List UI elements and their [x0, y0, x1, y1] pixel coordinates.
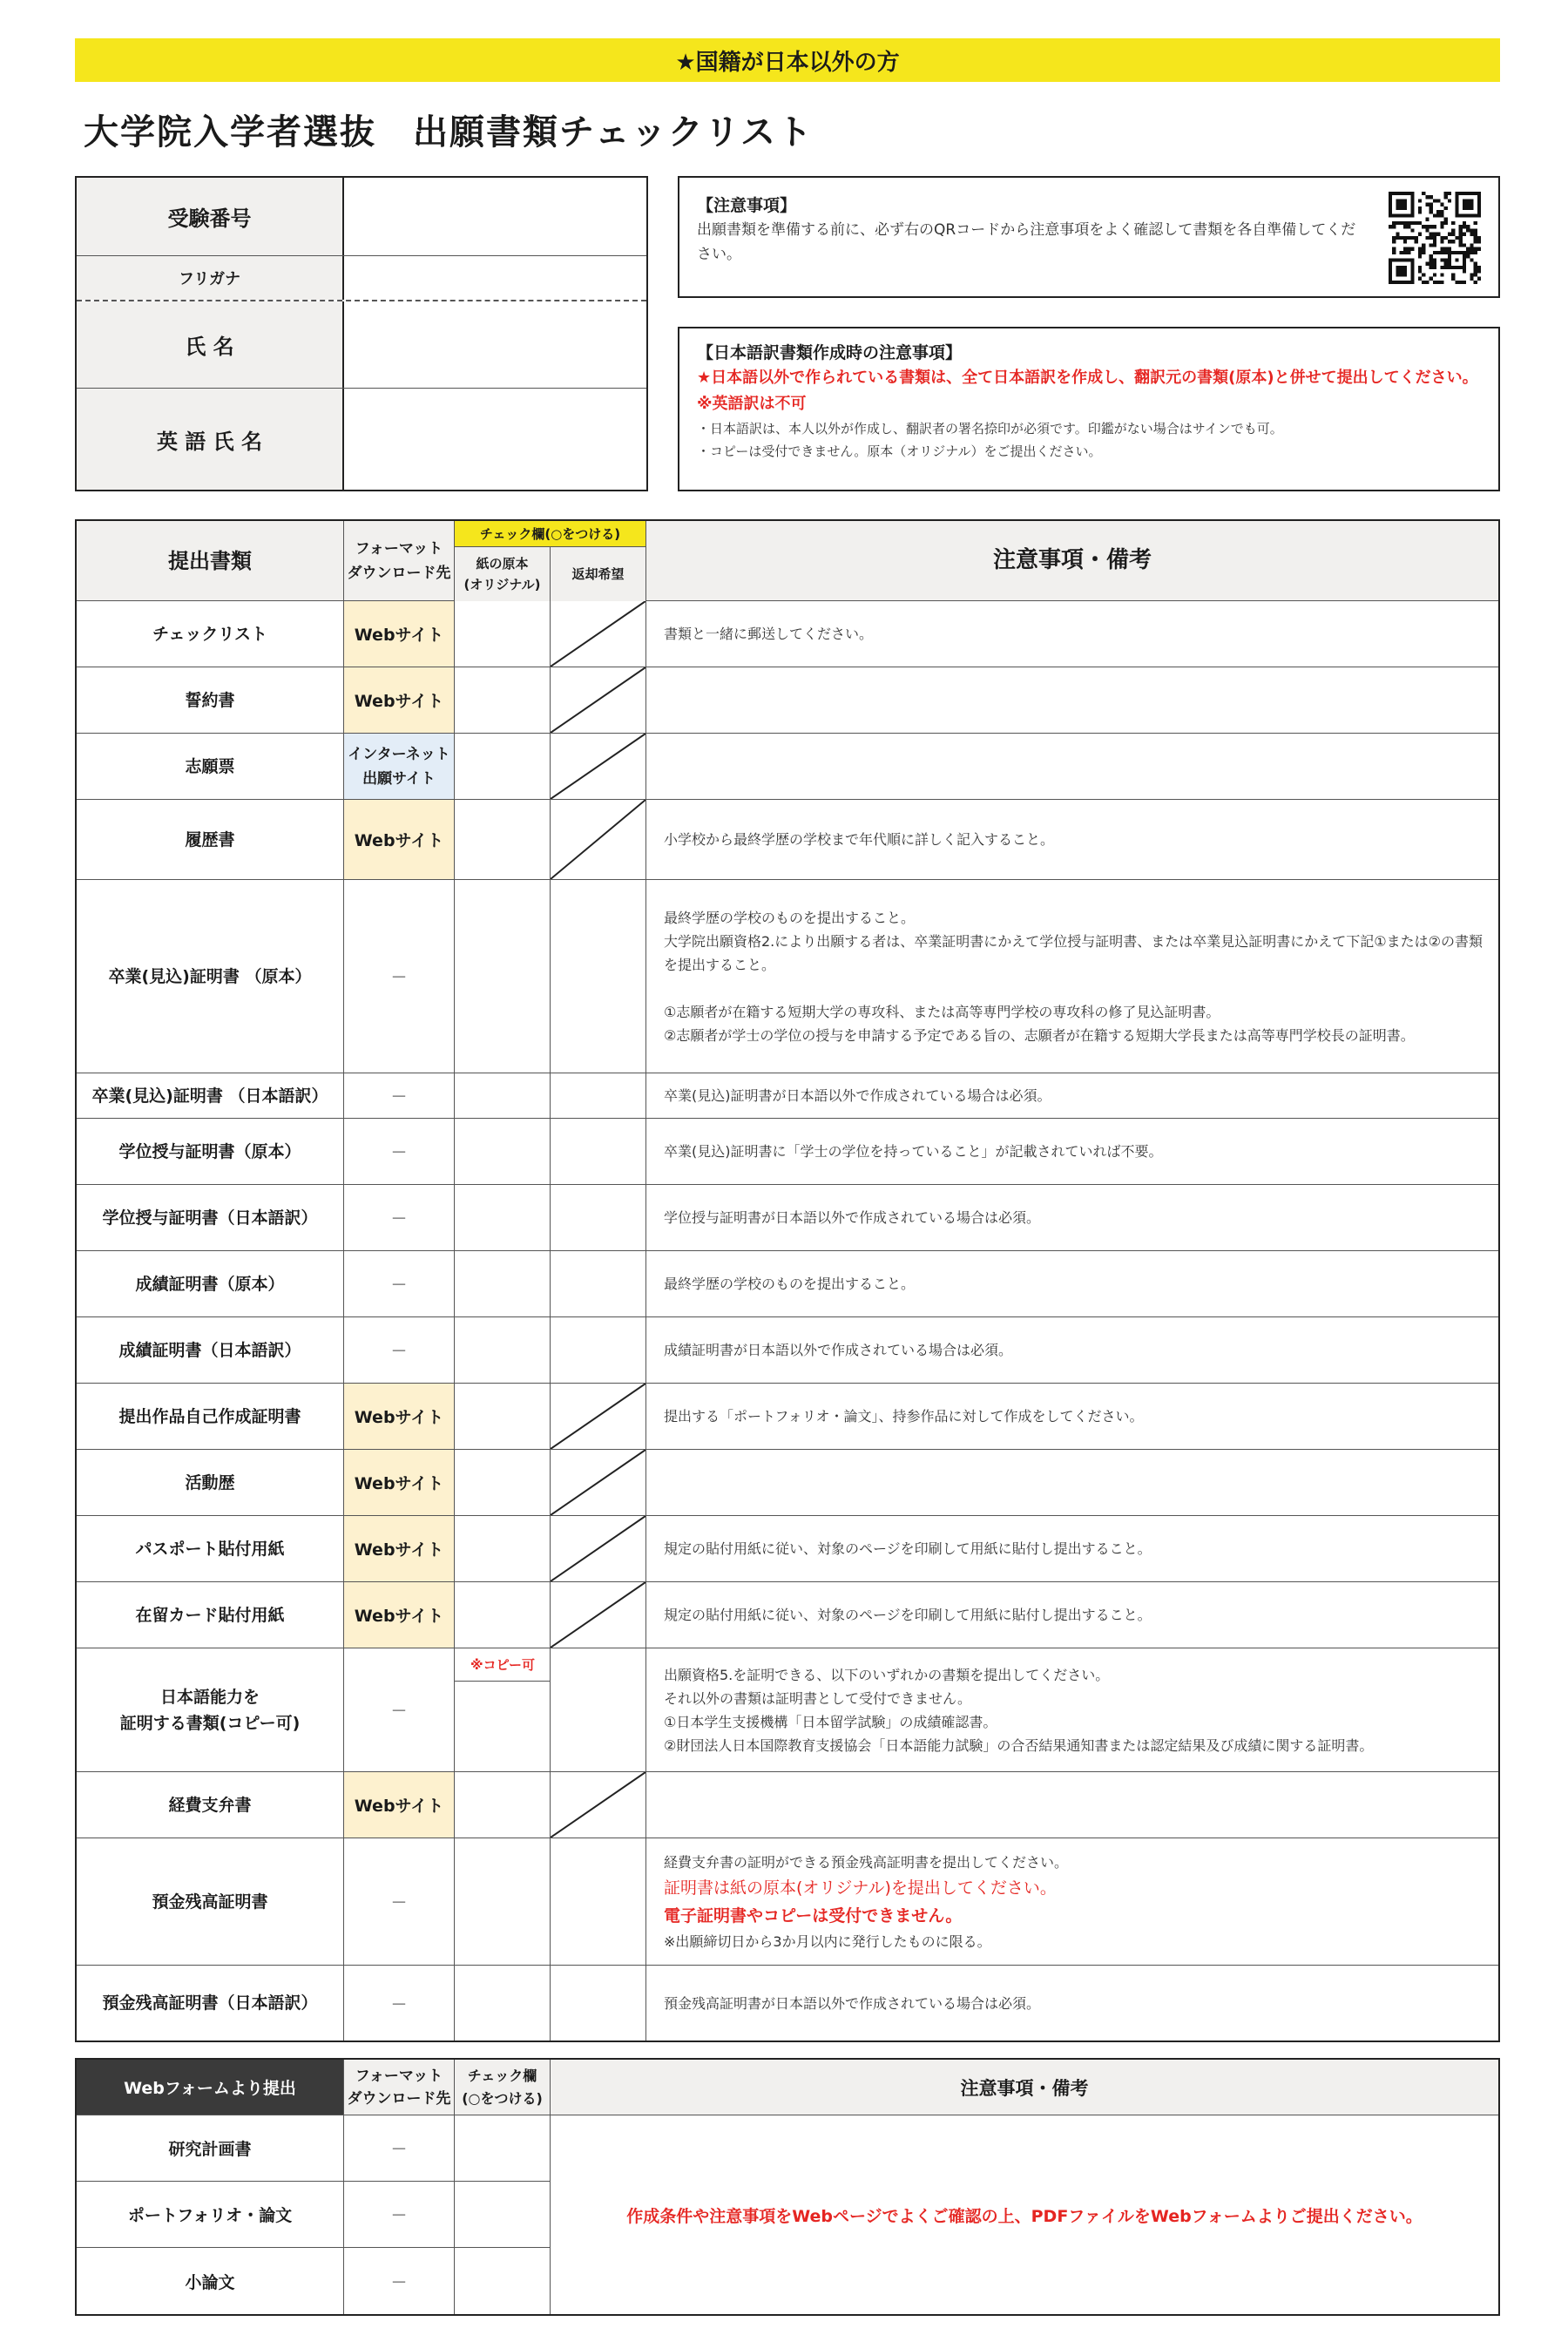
note-line: 経費支弁書の証明ができる預金残高証明書を提出してください。 — [664, 1853, 1069, 1871]
check-cell[interactable] — [455, 2248, 551, 2314]
doc-note: 卒業(見込)証明書に「学士の学位を持っていること」が記載されていれば不要。 — [664, 1143, 1163, 1160]
return-cell-disabled — [551, 1582, 646, 1648]
format-link[interactable]: Webサイト — [344, 1582, 455, 1648]
doc-note — [646, 1772, 1498, 1838]
table-row — [77, 1772, 1498, 1838]
header-format-line1: フォーマット — [355, 539, 443, 558]
doc-name: 預金残高証明書 — [77, 1838, 344, 1965]
format-none: － — [344, 1648, 455, 1771]
table-row — [77, 880, 1498, 1073]
furigana-label: フリガナ — [77, 256, 344, 300]
english-name-row — [77, 389, 646, 490]
paper-check-cell[interactable] — [455, 800, 551, 879]
table-row — [77, 1450, 1498, 1516]
check-cell[interactable] — [455, 2182, 551, 2247]
format-none: － — [344, 1317, 455, 1383]
doc-name: 在留カード貼付用紙 — [77, 1582, 344, 1648]
diagonal-slash — [551, 601, 645, 667]
header-check-line2: (○をつける) — [462, 2089, 543, 2107]
header-format — [344, 521, 455, 600]
paper-check-cell[interactable] — [455, 1966, 551, 2041]
webform-header-check — [455, 2060, 551, 2115]
doc-note: 小学校から最終学歴の学校まで年代順に詳しく記入すること。 — [664, 831, 1055, 848]
format-none: － — [344, 1966, 455, 2041]
doc-name: 学位授与証明書（原本） — [77, 1119, 344, 1184]
header-format-line2: ダウンロード先 — [347, 564, 451, 582]
table-row — [77, 2115, 551, 2182]
return-cell-disabled — [551, 734, 646, 799]
note-line: それ以外の書類は証明書として受付できません。 — [664, 1689, 971, 1707]
diagonal-slash — [551, 1450, 645, 1515]
doc-name: 活動歴 — [77, 1450, 344, 1515]
diagonal-slash — [551, 734, 645, 799]
doc-note — [646, 1838, 1498, 1965]
doc-name-line2: 証明する書類(コピー可) — [119, 1713, 301, 1733]
paper-check-cell[interactable] — [455, 1185, 551, 1250]
format-link[interactable]: Webサイト — [344, 601, 455, 667]
doc-name: チェックリスト — [77, 601, 344, 667]
translation-notice-box — [678, 327, 1500, 491]
return-check-cell[interactable] — [551, 1317, 646, 1383]
webform-header-notes: 注意事項・備考 — [960, 2077, 1089, 2099]
name-row — [77, 301, 646, 389]
translation-warning: ★日本語以外で作られている書類は、全て日本語訳を作成し、翻訳元の書類(原本)と併せて提出してください。※英語訳は不可 — [697, 369, 1478, 413]
format-none: － — [344, 1838, 455, 1965]
return-check-cell[interactable] — [551, 1838, 646, 1965]
notice-text: 出願書類を準備する前に、必ず右のQRコードから注意事項をよく確認して書類を各自準備してください。 — [697, 221, 1356, 263]
webform-note: 作成条件や注意事項をWebページでよくご確認の上、PDFファイルをWebフォームよりご提出ください。 — [626, 2206, 1423, 2226]
paper-check-cell[interactable] — [455, 1838, 551, 1965]
format-none: － — [344, 1119, 455, 1184]
name-label: 氏 名 — [77, 301, 344, 388]
return-check-cell[interactable] — [551, 880, 646, 1073]
doc-name: 成績証明書（日本語訳） — [77, 1317, 344, 1383]
note-line: ①日本学生支援機構「日本留学試験」の成績確認書。 — [664, 1713, 997, 1730]
exam-number-row — [77, 178, 646, 256]
note-line: ①志願者が在籍する短期大学の専攻科、または高等専門学校の専攻科の修了見込証明書。 — [664, 1003, 1220, 1020]
table-row — [77, 1073, 1498, 1119]
note-line: 最終学歴の学校のものを提出すること。 — [664, 909, 916, 926]
return-cell-disabled — [551, 800, 646, 879]
diagonal-slash — [551, 1772, 645, 1838]
doc-note: 提出する「ポートフォリオ・論文」、持参作品に対して作成をしてください。 — [664, 1408, 1144, 1425]
format-none: － — [344, 2115, 455, 2181]
doc-note — [646, 880, 1498, 1073]
diagonal-slash — [551, 667, 645, 733]
format-none: － — [344, 2248, 455, 2314]
header-notes: 注意事項・備考 — [646, 521, 1498, 600]
furigana-row — [77, 256, 646, 301]
format-none: － — [344, 880, 455, 1073]
doc-note: 書類と一緒に郵送してください。 — [664, 626, 874, 642]
doc-name: パスポート貼付用紙 — [77, 1516, 344, 1581]
paper-check-cell[interactable] — [455, 1251, 551, 1316]
paper-check-cell[interactable] — [455, 734, 551, 799]
qr-code-icon[interactable] — [1389, 192, 1481, 284]
doc-note — [646, 1648, 1498, 1771]
paper-check-cell[interactable] — [455, 1119, 551, 1184]
note-line: 大学院出願資格2.により出願する者は、卒業証明書にかえて学位授与証明書、または卒業見込証明書にかえて下記①または②の書類を提出すること。 — [664, 932, 1483, 973]
english-name-field[interactable] — [344, 389, 646, 490]
return-check-cell[interactable] — [551, 1251, 646, 1316]
format-none: － — [344, 1185, 455, 1250]
return-check-cell[interactable] — [551, 1966, 646, 2041]
translation-bullet-signature: ・日本語訳は、本人以外が作成し、翻訳者の署名捺印が必須です。印鑑がない場合はサインでも可。 — [697, 421, 1283, 437]
format-link[interactable]: Webサイト — [344, 800, 455, 879]
notice-box — [678, 176, 1500, 298]
doc-name-line1: 日本語能力を — [159, 1687, 260, 1707]
format-link[interactable]: Webサイト — [344, 1384, 455, 1449]
note-line: 出願資格5.を証明できる、以下のいずれかの書類を提出してください。 — [664, 1666, 1110, 1683]
english-name-label: 英 語 氏 名 — [77, 389, 344, 490]
format-link[interactable]: Webサイト — [344, 667, 455, 733]
doc-note: 規定の貼付用紙に従い、対象のページを印刷して用紙に貼付し提出すること。 — [664, 1540, 1152, 1557]
doc-note: 最終学歴の学校のものを提出すること。 — [664, 1276, 916, 1292]
paper-check-cell[interactable] — [455, 880, 551, 1073]
return-cell-disabled — [551, 1384, 646, 1449]
table-row — [77, 2248, 551, 2314]
format-link[interactable] — [344, 734, 455, 799]
return-check-cell[interactable] — [551, 1119, 646, 1184]
header-paper-line2: (オリジナル) — [463, 577, 541, 592]
format-link[interactable]: Webサイト — [344, 1772, 455, 1838]
return-check-cell[interactable] — [551, 1073, 646, 1118]
return-check-cell[interactable] — [551, 1185, 646, 1250]
applicant-info-table — [75, 176, 648, 491]
return-cell-disabled — [551, 1516, 646, 1581]
nationality-banner: ★国籍が日本以外の方 — [75, 38, 1500, 82]
header-format-line2: ダウンロード先 — [347, 2089, 451, 2108]
copy-allowed-label: ※コピー可 — [455, 1648, 551, 1682]
format-link[interactable]: Webサイト — [344, 1516, 455, 1581]
return-cell-disabled — [551, 667, 646, 733]
paper-check-cell[interactable] — [455, 601, 551, 667]
doc-name: 誓約書 — [77, 667, 344, 733]
return-check-cell[interactable] — [551, 1648, 646, 1771]
paper-check-cell[interactable] — [455, 1317, 551, 1383]
table-row — [77, 734, 1498, 800]
translation-notice-heading: 【日本語訳書類作成時の注意事項】 — [697, 343, 963, 362]
note-line-red-bold: 電子証明書やコピーは受付できません。 — [664, 1905, 963, 1926]
header-check: チェック欄(○をつける) — [455, 521, 646, 547]
return-cell-disabled — [551, 601, 646, 667]
exam-number-field[interactable] — [344, 178, 646, 255]
format-line1: インターネット — [348, 745, 450, 763]
doc-note: 規定の貼付用紙に従い、対象のページを印刷して用紙に貼付し提出すること。 — [664, 1607, 1152, 1623]
doc-name: 学位授与証明書（日本語訳） — [77, 1185, 344, 1250]
doc-name: 預金残高証明書（日本語訳） — [77, 1966, 344, 2041]
doc-name: 志願票 — [77, 734, 344, 799]
header-check-line1: チェック欄 — [467, 2067, 537, 2084]
doc-note: 預金残高証明書が日本語以外で作成されている場合は必須。 — [664, 1994, 1041, 2012]
webform-header-format — [344, 2060, 455, 2115]
paper-check-cell[interactable] — [455, 1073, 551, 1118]
page-title: 大学院入学者選抜 出願書類チェックリスト — [84, 112, 814, 152]
table-row — [77, 1838, 1498, 1966]
documents-table-header — [77, 521, 1498, 601]
return-cell-disabled — [551, 1772, 646, 1838]
table-row — [77, 1251, 1498, 1317]
header-return: 返却希望 — [551, 547, 646, 601]
paper-check-cell[interactable] — [455, 1772, 551, 1838]
doc-name: 履歴書 — [77, 800, 344, 879]
doc-note — [646, 734, 1498, 799]
paper-check-cell[interactable] — [455, 667, 551, 733]
doc-note: 学位授与証明書が日本語以外で作成されている場合は必須。 — [664, 1209, 1041, 1226]
name-field[interactable] — [344, 301, 646, 388]
diagonal-slash — [551, 800, 645, 879]
doc-note — [646, 1450, 1498, 1515]
webform-title: Webフォームより提出 — [77, 2060, 344, 2115]
format-line2: 出願サイト — [362, 769, 436, 788]
table-row — [77, 667, 1498, 734]
table-row — [77, 1648, 1498, 1772]
doc-name — [77, 1648, 344, 1771]
webform-doc-name: ポートフォリオ・論文 — [77, 2182, 344, 2247]
header-paper-line1: 紙の原本 — [476, 556, 529, 572]
format-none: － — [344, 1073, 455, 1118]
check-cell[interactable] — [455, 2115, 551, 2181]
table-row — [77, 1966, 1498, 2041]
diagonal-slash — [551, 1582, 645, 1648]
table-row — [77, 1582, 1498, 1648]
doc-name: 卒業(見込)証明書 （原本） — [77, 880, 344, 1073]
webform-header — [77, 2060, 1498, 2115]
doc-note: 卒業(見込)証明書が日本語以外で作成されている場合は必須。 — [664, 1087, 1051, 1104]
table-row — [77, 601, 1498, 667]
paper-check-cell[interactable] — [455, 1516, 551, 1581]
translation-bullet-copy: ・コピーは受付できません。原本（オリジナル）をご提出ください。 — [697, 443, 1102, 459]
header-doc: 提出書類 — [77, 521, 344, 600]
doc-name: 成績証明書（原本） — [77, 1251, 344, 1316]
furigana-field[interactable] — [344, 256, 646, 300]
doc-name: 提出作品自己作成証明書 — [77, 1384, 344, 1449]
paper-check-cell[interactable] — [455, 1582, 551, 1648]
format-link[interactable]: Webサイト — [344, 1450, 455, 1515]
table-row — [77, 1119, 1498, 1185]
note-line: ②財団法人日本国際教育支援協会「日本語能力試験」の合否結果通知書または認定結果及び成績に関する証明書。 — [664, 1736, 1374, 1754]
diagonal-slash — [551, 1384, 645, 1449]
table-row — [77, 800, 1498, 880]
note-line: ※出願締切日から3か月以内に発行したものに限る。 — [664, 1932, 991, 1950]
format-none: － — [344, 1251, 455, 1316]
table-row — [77, 1317, 1498, 1384]
notice-heading: 【注意事項】 — [697, 196, 797, 215]
webform-doc-name: 小論文 — [77, 2248, 344, 2314]
return-cell-disabled — [551, 1450, 646, 1515]
webform-table — [75, 2058, 1500, 2316]
header-paper — [455, 547, 551, 601]
diagonal-slash — [551, 1516, 645, 1581]
note-line: ②志願者が学士の学位の授与を申請する予定である旨の、志願者が在籍する短期大学長または高等専門学校長の証明書。 — [664, 1026, 1415, 1044]
paper-check-cell[interactable] — [455, 1450, 551, 1515]
webform-doc-name: 研究計画書 — [77, 2115, 344, 2181]
paper-check-cell[interactable] — [455, 1384, 551, 1449]
table-row — [77, 1384, 1498, 1450]
doc-name: 卒業(見込)証明書 （日本語訳） — [77, 1073, 344, 1118]
header-format-line1: フォーマット — [355, 2067, 443, 2085]
exam-number-label: 受験番号 — [77, 178, 344, 255]
doc-note — [646, 667, 1498, 733]
doc-note: 成績証明書が日本語以外で作成されている場合は必須。 — [664, 1342, 1013, 1358]
table-row — [77, 2182, 551, 2248]
format-none: － — [344, 2182, 455, 2247]
table-row — [77, 1185, 1498, 1251]
doc-name: 経費支弁書 — [77, 1772, 344, 1838]
documents-table — [75, 519, 1500, 2042]
table-row — [77, 1516, 1498, 1582]
note-line-red: 証明書は紙の原本(オリジナル)を提出してください。 — [664, 1878, 1057, 1898]
